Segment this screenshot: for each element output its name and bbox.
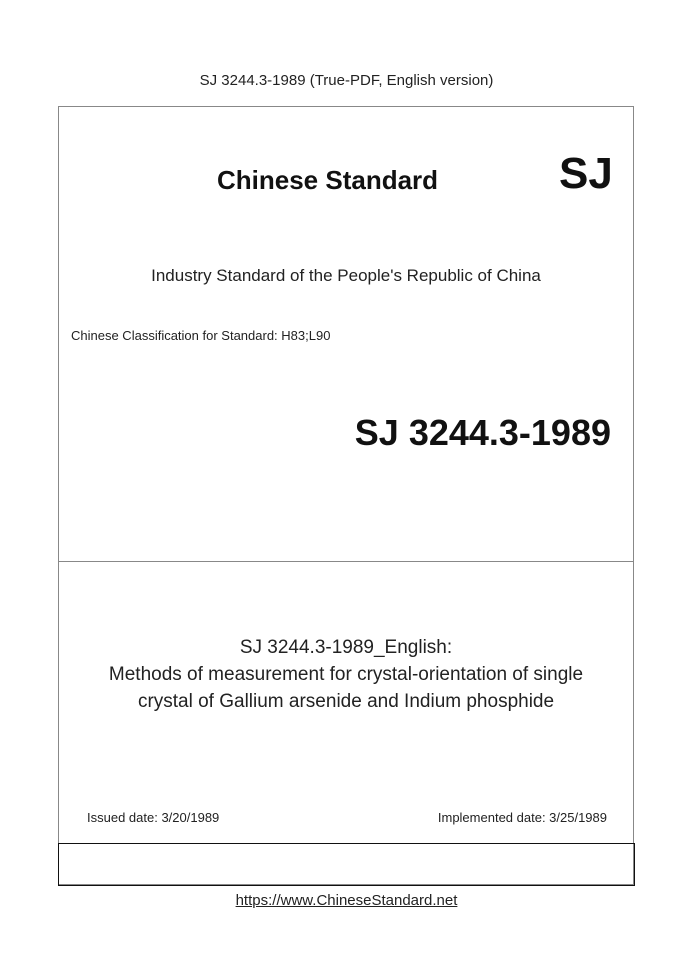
issued-date: Issued date: 3/20/1989 [87, 810, 220, 825]
standard-number: SJ 3244.3-1989 [354, 412, 611, 453]
document-title [59, 634, 633, 715]
standard-code-badge: SJ [559, 149, 613, 198]
cover-top-section [59, 107, 633, 562]
website-link[interactable]: https://www.ChineseStandard.net [235, 892, 458, 909]
classification-label: Chinese Classification for Standard: H83;L90 [71, 328, 331, 343]
cover-title: Chinese Standard [217, 165, 439, 195]
bottom-empty-box [58, 843, 635, 886]
implemented-date: Implemented date: 3/25/1989 [437, 810, 607, 825]
document-title-line: SJ 3244.3-1989_English: [239, 637, 453, 658]
industry-subtitle: Industry Standard of the People's Republic of China [151, 266, 541, 285]
document-title-line: crystal of Gallium arsenide and Indium phosphide [137, 691, 555, 712]
cover-frame [58, 106, 634, 885]
document-title-line: Methods of measurement for crystal-orientation of single [108, 664, 584, 685]
document-info-section [59, 562, 633, 844]
page-header: SJ 3244.3-1989 (True-PDF, English version) [199, 72, 494, 89]
